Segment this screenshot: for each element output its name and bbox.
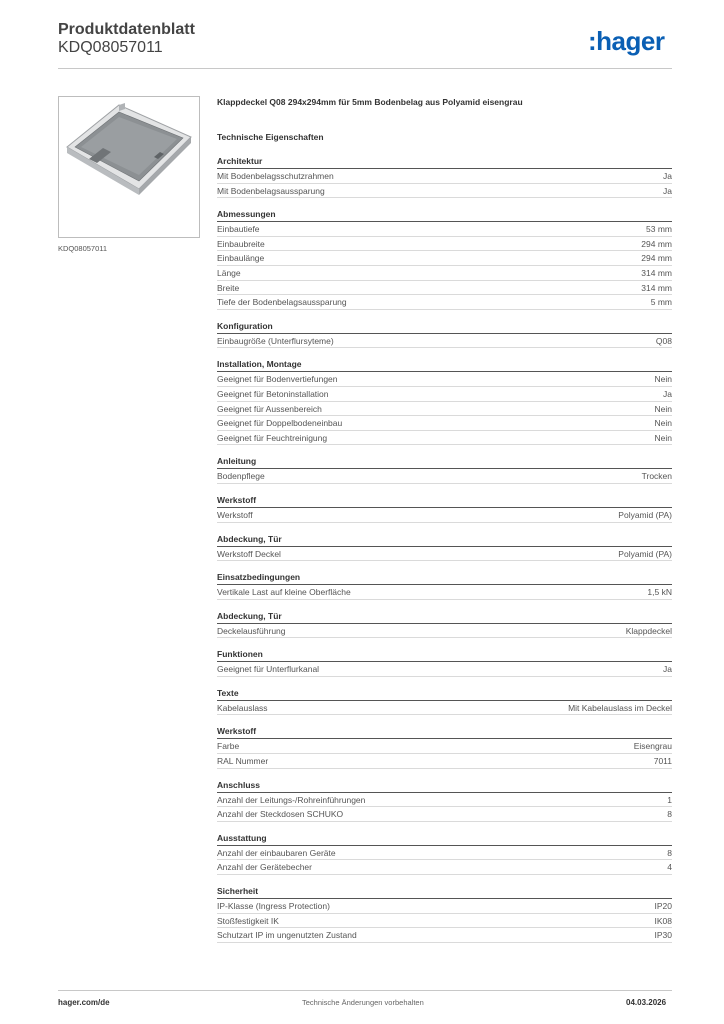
spec-label: Einbautiefe — [217, 224, 260, 235]
spec-label: Werkstoff — [217, 509, 253, 520]
spec-value: Trocken — [641, 471, 672, 482]
spec-label: Anzahl der einbaubaren Geräte — [217, 847, 336, 858]
product-title: Klappdeckel Q08 294x294mm für 5mm Bodenbelag aus Polyamid eisengrau — [217, 97, 523, 107]
spec-value: Ja — [663, 388, 672, 399]
spec-row — [217, 372, 672, 387]
spec-row — [217, 754, 672, 769]
spec-value: 314 mm — [641, 267, 672, 278]
spec-row — [217, 846, 672, 861]
spec-row — [217, 169, 672, 184]
spec-section — [217, 533, 672, 562]
spec-value: 53 mm — [646, 224, 672, 235]
spec-label: RAL Nummer — [217, 756, 269, 767]
spec-value: Polyamid (PA) — [618, 509, 672, 520]
spec-label: Geeignet für Aussenbereich — [217, 403, 322, 414]
spec-row — [217, 928, 672, 943]
spec-label: Stoßfestigkeit IK — [217, 915, 279, 926]
section-title: Werkstoff — [217, 494, 672, 508]
footer-divider — [58, 990, 672, 991]
spec-value: Eisengrau — [633, 741, 672, 752]
section-title: Sicherheit — [217, 885, 672, 899]
spec-section — [217, 779, 672, 822]
spec-row — [217, 222, 672, 237]
spec-sections — [217, 155, 672, 943]
spec-row — [217, 914, 672, 929]
spec-label: Länge — [217, 267, 241, 278]
spec-value: Nein — [654, 374, 672, 385]
spec-row — [217, 701, 672, 716]
spec-label: Bodenpflege — [217, 471, 265, 482]
spec-row — [217, 387, 672, 402]
spec-label: Anzahl der Gerätebecher — [217, 862, 312, 873]
spec-label: Geeignet für Betoninstallation — [217, 388, 329, 399]
spec-value: Q08 — [655, 335, 672, 346]
spec-row — [217, 508, 672, 523]
spec-label: Geeignet für Doppelbodeneinbau — [217, 418, 343, 429]
section-title: Architektur — [217, 155, 672, 169]
spec-row — [217, 739, 672, 754]
spec-row — [217, 431, 672, 446]
spec-value: IP20 — [654, 901, 672, 912]
spec-value: 8 — [667, 809, 672, 820]
spec-section — [217, 648, 672, 677]
spec-value: Ja — [663, 171, 672, 181]
spec-value: Mit Kabelauslass im Deckel — [568, 702, 672, 713]
spec-section — [217, 610, 672, 639]
spec-value: 8 — [667, 847, 672, 858]
product-image — [59, 97, 199, 237]
spec-label: Breite — [217, 282, 240, 293]
spec-value: Ja — [663, 664, 672, 675]
section-title: Ausstattung — [217, 832, 672, 846]
spec-label: Tiefe der Bodenbelagsaussparung — [217, 297, 347, 308]
spec-row — [217, 624, 672, 639]
spec-row — [217, 281, 672, 296]
spec-label: Kabelauslass — [217, 702, 268, 713]
spec-row — [217, 184, 672, 199]
spec-row — [217, 266, 672, 281]
spec-label: Einbaugröße (Unterflursyteme) — [217, 335, 334, 346]
spec-section — [217, 320, 672, 349]
page-title: Produktdatenblatt — [58, 21, 195, 38]
spec-row — [217, 251, 672, 266]
section-title: Abdeckung, Tür — [217, 533, 672, 547]
section-title: Texte — [217, 687, 672, 701]
spec-value: 1,5 kN — [647, 587, 672, 598]
spec-row — [217, 807, 672, 822]
spec-label: Geeignet für Unterflurkanal — [217, 664, 320, 675]
tech-properties-heading: Technische Eigenschaften — [217, 132, 324, 142]
spec-column — [217, 95, 672, 943]
spec-value: IK08 — [654, 915, 672, 926]
section-title: Konfiguration — [217, 320, 672, 334]
spec-value: Nein — [654, 418, 672, 429]
spec-label: Mit Bodenbelagsaussparung — [217, 185, 325, 196]
spec-section — [217, 494, 672, 523]
spec-label: Anzahl der Steckdosen SCHUKO — [217, 809, 344, 820]
section-title: Einsatzbedingungen — [217, 571, 672, 585]
spec-label: Einbaubreite — [217, 238, 265, 249]
section-title: Anleitung — [217, 455, 672, 469]
spec-label: Mit Bodenbelagsschutzrahmen — [217, 171, 334, 181]
spec-section — [217, 725, 672, 768]
footer-notice: Technische Änderungen vorbehalten — [302, 998, 424, 1007]
footer-website[interactable]: hager.com/de — [58, 998, 110, 1007]
footer-date: 04.03.2026 — [626, 998, 667, 1007]
spec-row — [217, 793, 672, 808]
spec-value: 294 mm — [641, 253, 672, 264]
spec-label: Geeignet für Feuchtreinigung — [217, 432, 328, 443]
product-image-caption: KDQ08057011 — [58, 244, 108, 253]
spec-value: 5 mm — [650, 297, 672, 308]
spec-value: IP30 — [654, 930, 672, 941]
spec-section — [217, 687, 672, 716]
section-title: Installation, Montage — [217, 358, 672, 372]
spec-value: 314 mm — [641, 282, 672, 293]
spec-value: Polyamid (PA) — [618, 548, 672, 559]
spec-value: 294 mm — [641, 238, 672, 249]
spec-label: Vertikale Last auf kleine Oberfläche — [217, 587, 351, 598]
section-title: Abdeckung, Tür — [217, 610, 672, 624]
spec-row — [217, 469, 672, 484]
spec-label: Deckelausführung — [217, 625, 286, 636]
article-number: KDQ08057011 — [58, 39, 163, 56]
spec-row — [217, 295, 672, 310]
spec-value: 1 — [667, 794, 672, 805]
spec-value: 7011 — [653, 756, 672, 767]
spec-row — [217, 416, 672, 431]
spec-row — [217, 237, 672, 252]
spec-label: Schutzart IP im ungenutzten Zustand — [217, 930, 357, 941]
spec-value: 4 — [667, 862, 672, 873]
spec-label: Farbe — [217, 741, 240, 752]
spec-row — [217, 334, 672, 349]
spec-value: Nein — [654, 432, 672, 443]
spec-row — [217, 662, 672, 677]
spec-label: Werkstoff Deckel — [217, 548, 281, 559]
spec-row — [217, 547, 672, 562]
spec-value: Nein — [654, 403, 672, 414]
section-title: Abmessungen — [217, 208, 672, 222]
spec-section — [217, 832, 672, 875]
spec-section — [217, 455, 672, 484]
spec-label: Geeignet für Bodenvertiefungen — [217, 374, 338, 385]
spec-row — [217, 585, 672, 600]
spec-section — [217, 358, 672, 445]
spec-label: IP-Klasse (Ingress Protection) — [217, 901, 330, 912]
hager-logo: :hager — [588, 26, 665, 56]
header-divider — [58, 68, 672, 69]
spec-row — [217, 899, 672, 914]
spec-value: Ja — [663, 185, 672, 196]
spec-section — [217, 208, 672, 310]
spec-value: Klappdeckel — [625, 625, 672, 636]
spec-row — [217, 402, 672, 417]
product-image-frame — [58, 96, 200, 238]
spec-label: Einbaulänge — [217, 253, 265, 264]
spec-label: Anzahl der Leitungs-/Rohreinführungen — [217, 794, 366, 805]
spec-section — [217, 571, 672, 600]
section-title: Funktionen — [217, 648, 672, 662]
spec-section — [217, 885, 672, 943]
section-title: Werkstoff — [217, 725, 672, 739]
spec-row — [217, 860, 672, 875]
spec-section — [217, 155, 672, 198]
section-title: Anschluss — [217, 779, 672, 793]
